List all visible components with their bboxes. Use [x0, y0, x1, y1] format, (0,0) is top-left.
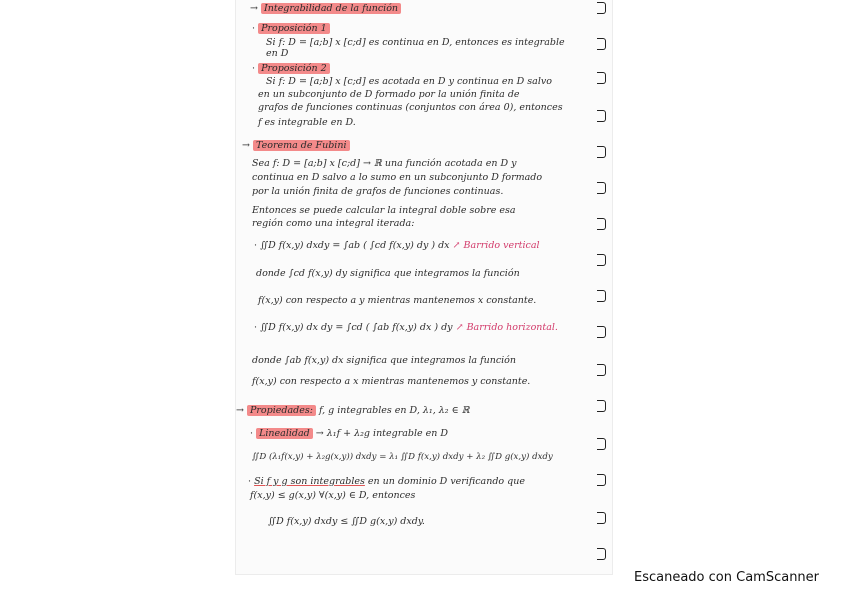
monotonia-row — [248, 476, 525, 487]
fubini-title: Teorema de Fubini — [253, 140, 350, 151]
prop1-heading — [252, 23, 330, 34]
binder-hole-icon — [597, 438, 606, 450]
binder-hole-icon — [597, 182, 606, 194]
fubini-line: Sea f: D = [a;b] x [c;d] → ℝ una función acotada en D y — [252, 158, 517, 169]
binder-hole-icon — [597, 474, 606, 486]
fubini-heading — [242, 140, 350, 151]
horizontal-explanation-line: donde ∫ab f(x,y) dx significa que integramos la función — [252, 355, 517, 366]
binder-hole-icon — [597, 548, 606, 560]
fubini-line: continua en D salvo a lo sumo en un subconjunto D formado — [252, 172, 543, 183]
notebook-page — [236, 0, 612, 574]
horizontal-explanation-line: f(x,y) con respecto a x mientras mantenemos y constante. — [252, 376, 531, 387]
prop2-line: f es integrable en D. — [258, 117, 356, 128]
arrow-icon: ↗ — [455, 322, 464, 333]
prop2-heading — [252, 63, 330, 74]
prop1-line: Si f: D = [a;b] x [c;d] es continua en D, entonces es integrable — [266, 37, 565, 48]
prop1-title: Proposición 1 — [258, 23, 330, 34]
formula-vertical-row — [254, 240, 540, 251]
binder-hole-icon — [597, 110, 606, 122]
section-title: Integrabilidad de la función — [261, 3, 401, 14]
fubini-line: por la unión finita de grafos de funciones continuas. — [252, 186, 504, 197]
bullet-icon: · — [252, 63, 256, 74]
bullet-icon: · — [250, 428, 254, 439]
arrow-icon: → — [242, 140, 250, 151]
prop2-line: grafos de funciones continuas (conjuntos con área 0), entonces — [258, 102, 563, 113]
binder-hole-icon — [597, 2, 606, 14]
fubini-line: Entonces se puede calcular la integral doble sobre esa — [252, 205, 516, 216]
vertical-explanation-line: f(x,y) con respecto a y mientras mantenemos x constante. — [258, 295, 537, 306]
formula-horizontal: ∬D f(x,y) dx dy = ∫cd ( ∫ab f(x,y) dx ) dy — [260, 322, 453, 333]
prop2-title: Proposición 2 — [258, 63, 330, 74]
bullet-icon: · — [248, 476, 252, 487]
linealidad-formula: ∬D (λ₁f(x,y) + λ₂g(x,y)) dxdy = λ₁ ∬D f(x,y) dxdy + λ₂ ∬D g(x,y) dxdy — [252, 452, 553, 462]
linealidad-row — [250, 428, 448, 439]
monotonia-title: Si f y g son integrables — [254, 476, 365, 487]
fubini-line: región como una integral iterada: — [252, 218, 415, 229]
formula-vertical: ∬D f(x,y) dxdy = ∫ab ( ∫cd f(x,y) dy ) dx — [260, 240, 450, 251]
monotonia-text: en un dominio D verificando que — [367, 476, 525, 487]
barrido-horizontal-label: Barrido horizontal. — [466, 322, 558, 333]
vertical-explanation-line: donde ∫cd f(x,y) dy significa que integramos la función — [256, 268, 520, 279]
arrow-icon: → — [236, 405, 244, 416]
propiedades-title: Propiedades: — [247, 405, 316, 416]
binder-hole-icon — [597, 146, 606, 158]
formula-horizontal-row — [254, 322, 558, 333]
linealidad-title: Linealidad — [256, 428, 313, 439]
camscanner-watermark: Escaneado con CamScanner — [634, 570, 820, 585]
prop2-line: Si f: D = [a;b] x [c;d] es acotada en D y continua en D salvo — [266, 76, 552, 87]
binder-hole-icon — [597, 400, 606, 412]
arrow-icon: ↗ — [452, 240, 461, 251]
prop2-line: en un subconjunto de D formado por la unión finita de — [258, 89, 520, 100]
binder-hole-icon — [597, 254, 606, 266]
bullet-icon: · — [254, 322, 258, 333]
binder-hole-icon — [597, 326, 606, 338]
section-heading-integrabilidad — [250, 3, 401, 14]
barrido-vertical-label: Barrido vertical — [463, 240, 540, 251]
binder-hole-icon — [597, 38, 606, 50]
binder-hole-icon — [597, 290, 606, 302]
prop1-line: en D — [266, 48, 289, 59]
arrow-icon: → — [250, 3, 258, 14]
propiedades-intro: f, g integrables en D, λ₁, λ₂ ∈ ℝ — [318, 405, 470, 416]
arrow-icon: → — [315, 428, 324, 439]
bullet-icon: · — [254, 240, 258, 251]
monotonia-formula: ∬D f(x,y) dxdy ≤ ∬D g(x,y) dxdy. — [268, 516, 425, 527]
binder-hole-icon — [597, 512, 606, 524]
monotonia-line: f(x,y) ≤ g(x,y) ∀(x,y) ∈ D, entonces — [250, 490, 416, 501]
linealidad-text: λ₁f + λ₂g integrable en D — [326, 428, 449, 439]
binder-hole-icon — [597, 364, 606, 376]
bullet-icon: · — [252, 23, 256, 34]
binder-hole-icon — [597, 218, 606, 230]
binder-hole-icon — [597, 72, 606, 84]
propiedades-heading — [236, 405, 470, 416]
